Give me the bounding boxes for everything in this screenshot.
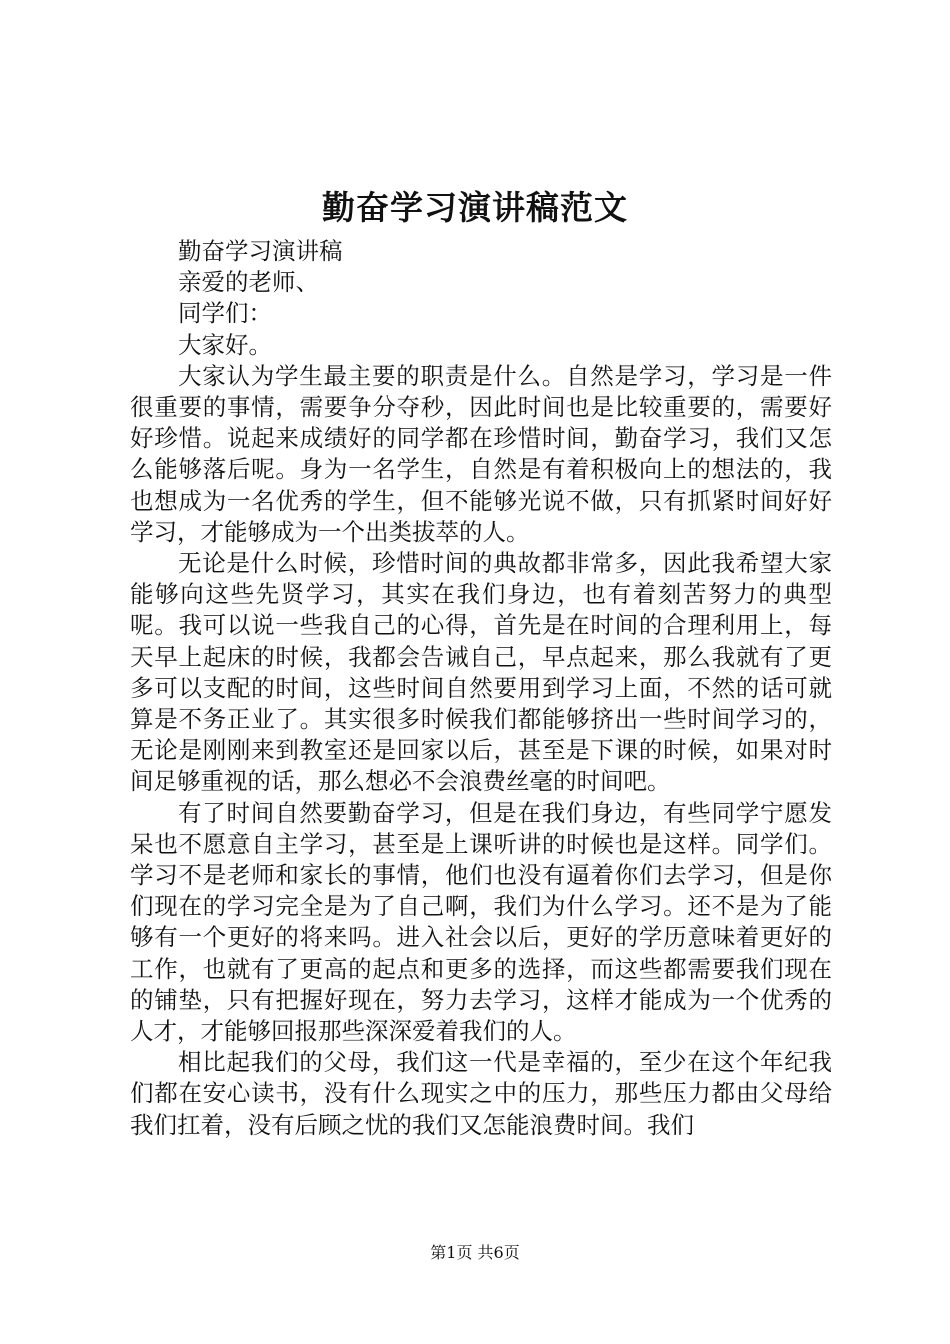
paragraph: 相比起我们的父母，我们这一代是幸福的，至少在这个年纪我们都在安心读书，没有什么现实之中的压力，那些压力都由父母给我们扛着，没有后顾之忧的我们又怎能浪费时间。我们 [130,1048,832,1139]
document-title: 勤奋学习演讲稿范文 [322,188,628,227]
salutation-classmates: 同学们： [178,299,272,328]
paragraph: 无论是什么时候，珍惜时间的典故都非常多，因此我希望大家能够向这些先贤学习，其实在我们身边，也有着刻苦努力的典型呢。我可以说一些我自己的心得，首先是在时间的合理利用上，每天早上起床的时候，我都会告诫自己，早点起来，那么我就有了更多可以支配的时间，这些时间自然要用到学习上面，不然的话可就算是不务正业了。其实很多时候我们都能够挤出一些时间学习的，无论是刚刚来到教室还是回家以后，甚至是下课的时候，如果对时间足够重视的话，那么想必不会浪费丝毫的时间吧。 [130,549,832,796]
salutation-teachers: 亲爱的老师、 [178,268,319,297]
document-body [130,236,832,1141]
greeting: 大家好。 [178,330,272,359]
paragraph: 有了时间自然要勤奋学习，但是在我们身边，有些同学宁愿发呆也不愿意自主学习，甚至是上课听讲的时候也是这样。同学们。学习不是老师和家长的事情，他们也没有逼着你们去学习，但是你们现在的学习完全是为了自己啊，我们为什么学习。还不是为了能够有一个更好的将来吗。进入社会以后，更好的学历意味着更好的工作，也就有了更高的起点和更多的选择，而这些都需要我们现在的铺垫，只有把握好现在，努力去学习，这样才能成为一个优秀的人才，才能够回报那些深深爱着我们的人。 [130,798,832,1046]
page-number-footer: 第1页 共6页 [430,1243,520,1262]
paragraph: 大家认为学生最主要的职责是什么。自然是学习，学习是一件很重要的事情，需要争分夺秒，因此时间也是比较重要的，需要好好珍惜。说起来成绩好的同学都在珍惜时间，勤奋学习，我们又怎么能够落后呢。身为一名学生，自然是有着积极向上的想法的，我也想成为一名优秀的学生，但不能够光说不做，只有抓紧时间好好学习，才能够成为一个出类拔萃的人。 [130,361,832,546]
speech-heading: 勤奋学习演讲稿 [178,237,343,265]
